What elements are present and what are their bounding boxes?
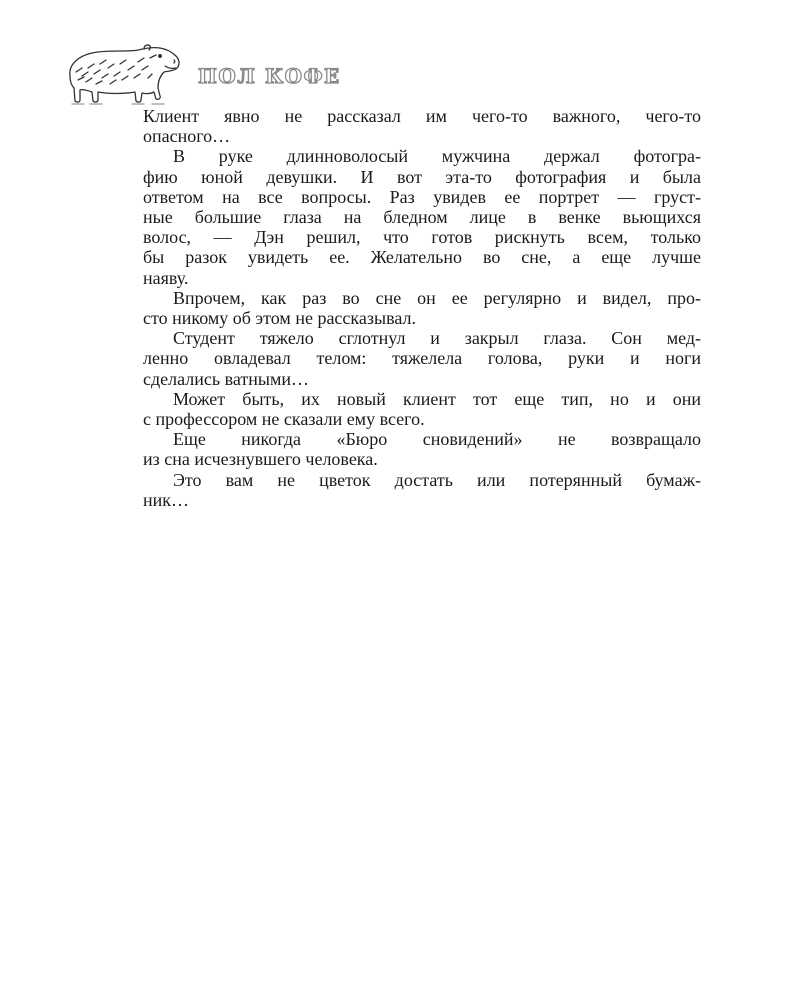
paragraph	[143, 288, 701, 328]
text-line: ные большие глаза на бледном лице в венке вьющихся	[143, 207, 701, 228]
text-line: сто никому об этом не рассказывал.	[143, 308, 416, 329]
running-header	[62, 42, 382, 110]
text-line: фию юной девушки. И вот эта-то фотография и была	[143, 166, 701, 187]
text-line: Впрочем, как раз во сне он ее регулярно и видел, про-	[173, 287, 701, 308]
text-line: ленно овладевал телом: тяжелела голова, руки и ноги	[143, 348, 701, 369]
text-line: волос, — Дэн решил, что готов рискнуть всем, только	[143, 227, 701, 248]
text-line: сделались ватными…	[143, 368, 309, 389]
paragraph	[143, 470, 701, 510]
text-line: опасного…	[143, 126, 231, 147]
paragraph	[143, 106, 701, 146]
body-text	[143, 106, 701, 510]
capybara-icon	[62, 42, 184, 108]
text-line: Еще никогда «Бюро сновидений» не возвращало	[173, 429, 701, 450]
text-line: наяву.	[143, 267, 189, 288]
text-line: из сна исчезнувшего человека.	[143, 449, 378, 470]
paragraph	[143, 429, 701, 469]
text-line: ответом на все вопросы. Раз увидев ее портрет — груст-	[143, 186, 701, 207]
text-line: Это вам не цветок достать или потерянный бумаж-	[173, 469, 701, 490]
text-line: Может быть, их новый клиент тот еще тип, но и они	[173, 388, 701, 409]
text-line: Студент тяжело сглотнул и закрыл глаза. Сон мед-	[173, 328, 701, 349]
text-line: В руке длинноволосый мужчина держал фотогра-	[173, 146, 701, 167]
text-line: бы разок увидеть ее. Желательно во сне, а еще лучше	[143, 247, 701, 268]
paragraph	[143, 389, 701, 429]
text-line: с профессором не сказали ему всего.	[143, 409, 425, 430]
text-line: ник…	[143, 489, 190, 510]
paragraph	[143, 328, 701, 389]
paragraph	[143, 146, 701, 287]
text-line: Клиент явно не рассказал им чего-то важного, чего-то	[143, 106, 701, 126]
author-name: ПОЛ КОФЕ	[198, 64, 341, 88]
